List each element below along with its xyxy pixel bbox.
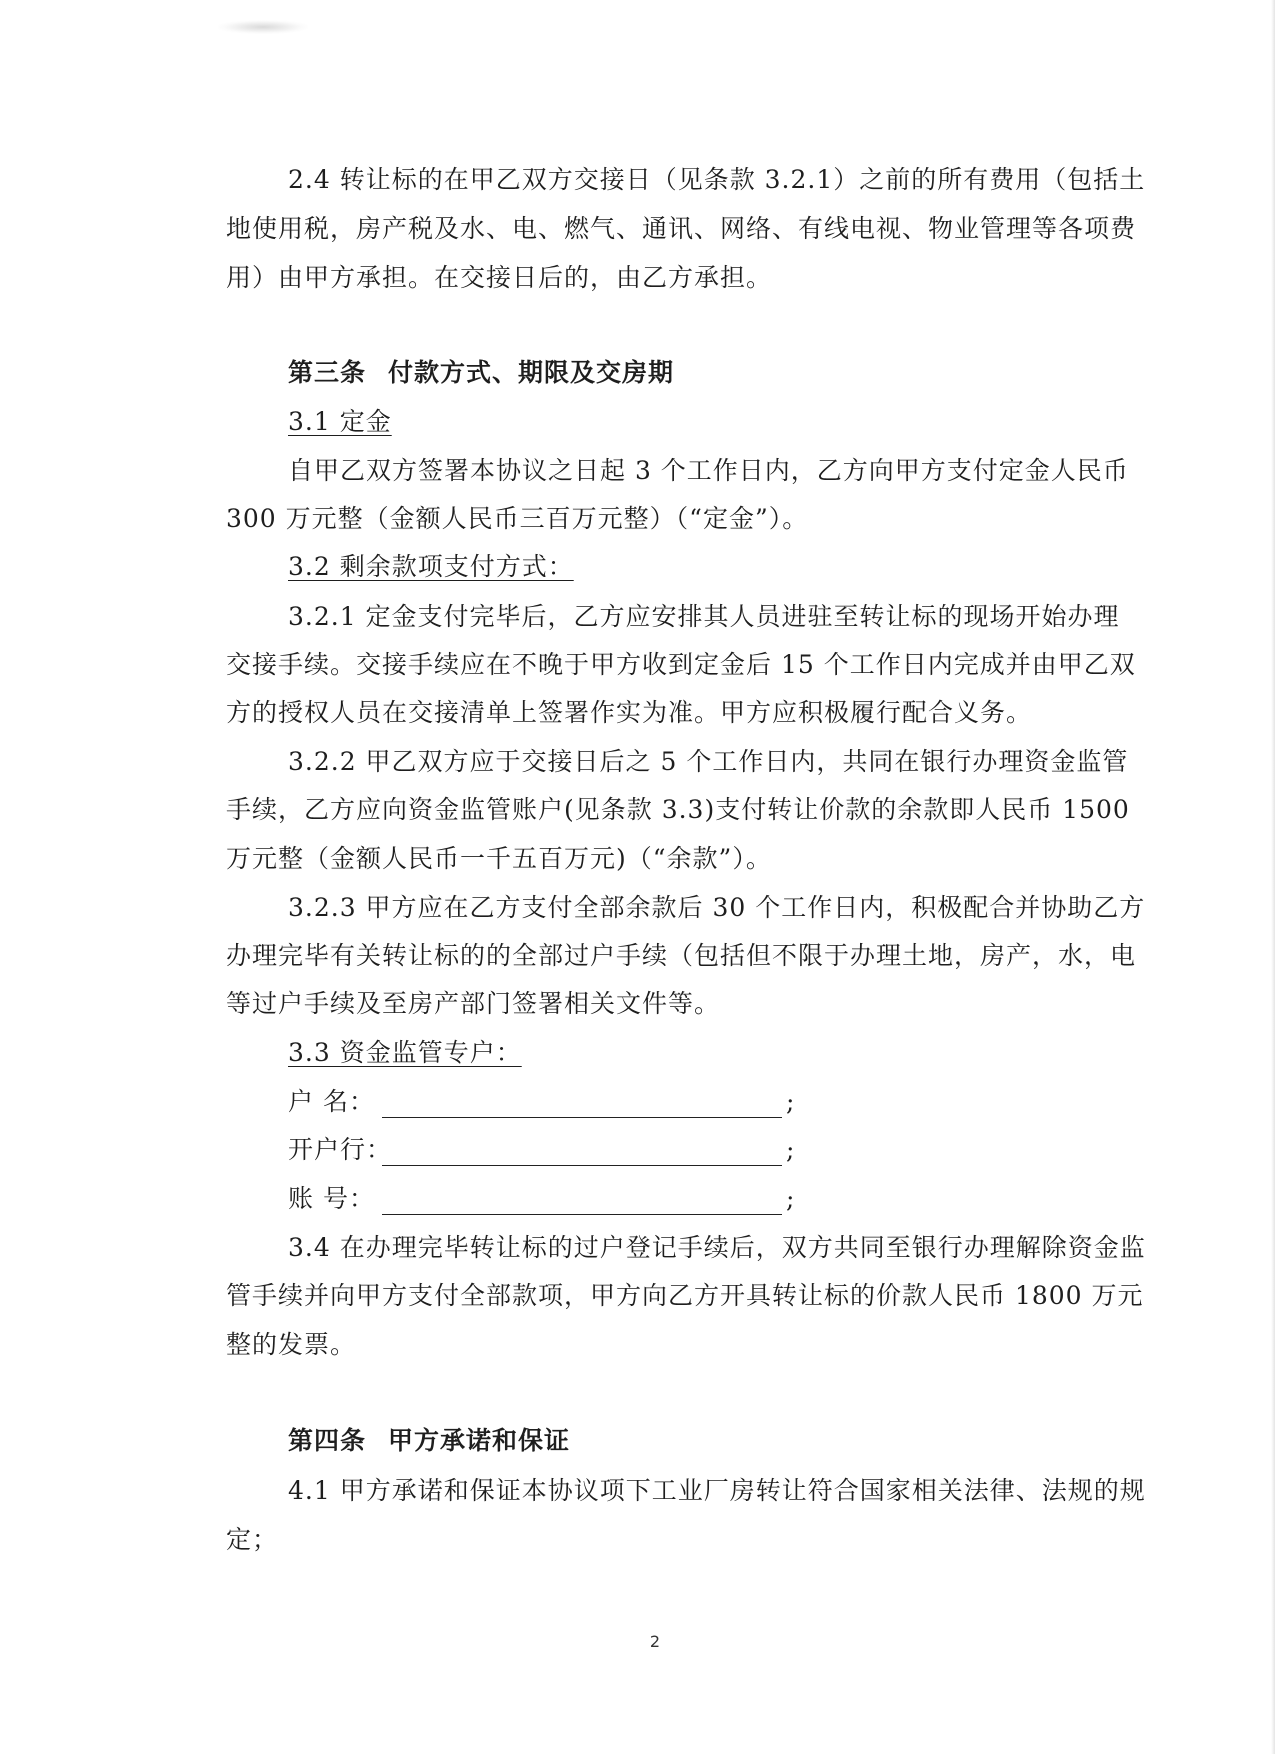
article-4-heading bbox=[0, 1425, 1275, 1457]
article-3-title: 付款方式、期限及交房期 bbox=[388, 358, 675, 387]
scan-smudge bbox=[218, 20, 308, 34]
section-3-4-line-3: 整的发票。 bbox=[226, 1330, 357, 1359]
section-3-4-line-2: 管手续并向甲方支付全部款项，甲方向乙方开具转让标的价款人民币 1800 万元 bbox=[226, 1281, 1144, 1310]
section-3-2-1-line-1: 3.2.1 定金支付完毕后，乙方应安排其人员进驻至转让标的现场开始办理 bbox=[288, 602, 1120, 631]
article-4-number: 第四条 bbox=[288, 1426, 367, 1455]
section-3-2-1-line-2: 交接手续。交接手续应在不晚于甲方收到定金后 15 个工作日内完成并由甲乙双 bbox=[226, 650, 1136, 679]
section-3-2-2-line-2: 手续，乙方应向资金监管账户(见条款 3.3)支付转让价款的余款即人民币 1500 bbox=[226, 795, 1130, 824]
section-3-2-title: 3.2 剩余款项支付方式： bbox=[288, 552, 574, 581]
account-number-blank bbox=[382, 1188, 782, 1215]
section-3-2-3-line-1: 3.2.3 甲方应在乙方支付全部余款后 30 个工作日内，积极配合并协助乙方 bbox=[288, 893, 1146, 922]
bank-name-field: 开户行： ; bbox=[288, 1135, 795, 1164]
section-4-1-line-2: 定； bbox=[226, 1525, 279, 1554]
clause-2-4-line-1: 2.4 转让标的在甲乙双方交接日（见条款 3.2.1）之前的所有费用（包括土 bbox=[288, 165, 1146, 194]
bank-name-label: 开户行： bbox=[288, 1135, 393, 1164]
account-number-field: 账 号： ; bbox=[288, 1184, 795, 1213]
article-3-number: 第三条 bbox=[288, 358, 367, 387]
clause-2-4-line-2: 地使用税，房产税及水、电、燃气、通讯、网络、有线电视、物业管理等各项费 bbox=[226, 214, 1137, 243]
section-3-1-line-1: 自甲乙双方签署本协议之日起 3 个工作日内，乙方向甲方支付定金人民币 bbox=[288, 456, 1129, 485]
account-name-field: 户 名： ; bbox=[288, 1087, 795, 1116]
section-3-2-3-line-2: 办理完毕有关转让标的的全部过户手续（包括但不限于办理土地，房产，水，电 bbox=[226, 941, 1137, 970]
section-3-2-2-line-3: 万元整（金额人民币一千五百万元)（“余款”）。 bbox=[226, 844, 772, 873]
page-number: 2 bbox=[649, 1632, 661, 1651]
section-3-2-3-line-3: 等过户手续及至房产部门签署相关文件等。 bbox=[226, 989, 721, 1018]
section-3-1-line-2: 300 万元整（金额人民币三百万元整）（“定金”）。 bbox=[226, 504, 809, 533]
section-4-1-line-1: 4.1 甲方承诺和保证本协议项下工业厂房转让符合国家相关法律、法规的规 bbox=[288, 1476, 1146, 1505]
bank-name-blank bbox=[382, 1139, 782, 1166]
section-3-2-2-line-1: 3.2.2 甲乙双方应于交接日后之 5 个工作日内，共同在银行办理资金监管 bbox=[288, 747, 1129, 776]
section-3-3-title: 3.3 资金监管专户： bbox=[288, 1038, 522, 1067]
account-name-label: 户 名： bbox=[288, 1087, 375, 1116]
clause-2-4-line-3: 用）由甲方承担。在交接日后的，由乙方承担。 bbox=[226, 263, 773, 292]
account-number-label: 账 号： bbox=[288, 1184, 375, 1213]
section-3-4-line-1: 3.4 在办理完毕转让标的过户登记手续后，双方共同至银行办理解除资金监 bbox=[288, 1233, 1146, 1262]
section-3-1-title: 3.1 定金 bbox=[288, 407, 392, 436]
account-name-blank bbox=[382, 1091, 782, 1118]
section-3-2-1-line-3: 方的授权人员在交接清单上签署作实为准。甲方应积极履行配合义务。 bbox=[226, 698, 1033, 727]
article-3-heading bbox=[0, 357, 1275, 389]
article-4-title: 甲方承诺和保证 bbox=[388, 1426, 571, 1455]
